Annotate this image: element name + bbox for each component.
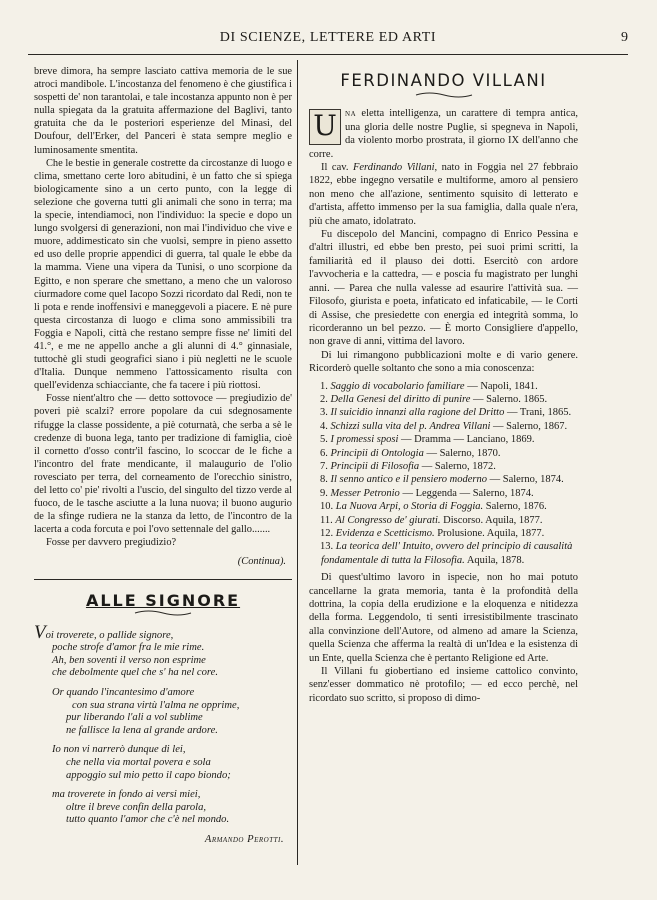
poem-line: pur liberando l'ali a vol sublime	[66, 712, 203, 724]
poem-line: Or quando l'incantesimo d'amore	[52, 687, 195, 699]
poem-line: appoggio sul mio petto il capo biondo;	[66, 769, 231, 781]
poem-stanza	[34, 687, 292, 737]
work-item: 6. Principii di Ontologia — Salerno, 1870.	[320, 447, 501, 459]
poem-line: Voi troverete, o pallide signore,	[34, 621, 174, 643]
obituary-intro	[309, 107, 578, 161]
intro-first-word: na	[345, 108, 357, 120]
article-paragraph: breve dimora, ha sempre lasciato cattiva memoria de le sue atroci mandibole. L'incostanza del fenomeno è che giustifica i sospetti de' non tarantolai, e tale incostanza appunto non è per nulla spiegata da la gratuita affermazione del Baglivi, tanto gratuita che da le posteriori esperienze del Minasi, del Doufour, dell'Erker, del Panceri è stata sempre meglio e luminosamente smentita.	[34, 66, 292, 156]
poem-line: Io non vi narrerò dunque di lei,	[52, 744, 186, 756]
running-title: DI SCIENZE, LETTERE ED ARTI	[219, 30, 437, 45]
poem-title: ALLE SIGNORE	[85, 590, 241, 610]
page-number: 9	[621, 30, 628, 45]
work-item: 5. I promessi sposi — Dramma — Lanciano, 1869.	[320, 434, 535, 446]
work-item: 12. Evidenza e Scetticismo. Prolusione. Aquila, 1877.	[320, 528, 545, 539]
closing-paragraph: Di quest'ultimo lavoro in ispecie, non ho mai potuto cancellarne la grata memoria, tanta è la profondità della dottrina, la copia della erudizione e la eloquenza e nitidezza della forma. Leggendolo, ti senti irresistibilmente trascinato alla convinzione dell'Autore, od almeno ad amare la Scienza, quella Scienza che afferma la realtà di un'Idea e la esistenza di un Ente, quella Scienza che è pertanto Religione ed Arte.	[309, 572, 578, 664]
article-paragraph: Fosse per davvero pregiudizio?	[46, 537, 177, 549]
poem-line: ne fallisce la lena al grande ardore.	[66, 724, 218, 736]
work-item: 10. La Nuova Arpi, o Storia di Foggia. Salerno, 1876.	[320, 501, 547, 513]
poem-line: che debolmente quel che s' ha nel core.	[52, 667, 219, 679]
poem	[34, 621, 292, 847]
article-paragraph: Che le bestie in generale costrette da circostanze di luogo e clima, smettano certe loro abitudini, è un fatto che si spiega biologicamente sino a un certo punto, con la legge di selezione che governa tutti gli animali che sono in terra; ma la specie, intendiamoci, non l'individuo: la specie e dopo un lungo svolgersi di generazioni, non mai l'individuo che vive e muore, addimesticato sin che vuolsi, sempre in pieno assetto ed uso delle proprie appendici di guerra, tal quale le ebbe da la mamma. Viene una vipera da Tunisi, o uno scorpione da Egitto, e non sperare che smettano, a meno che un valoroso ciurmadore come quel Iacopo Sozzi ricordato dal Redi, non te li pota e rende inoffensivi e maneggevoli a piacere. E nè pure questa circostanza di luogo e clima sono ammissibili tra Foggia e Napoli, città che restano sempre fisse ne' limiti del 41.°, e me ne appello anche a gli alunni di 4.° ginnasiale, tuttochè gli studi geografici siano i più negletti ne le scuole d'Italia. Dunque nemmeno l'attossicamento risulta con quell'evidenza schiacciante, che fa tacere i più riottosi.	[34, 157, 292, 392]
flourish-ornament	[133, 609, 193, 617]
works-list	[309, 380, 578, 568]
poem-line: con sua strana virtù l'alma ne opprime,	[72, 699, 240, 711]
intro-text: eletta intelligenza, un carattere di tempra antica, una gloria delle nostre Puglie, si spegneva in Napoli, da violento morbo prostrata, il giorno IX dell'anno che corre.	[309, 108, 578, 160]
header-rule	[28, 54, 628, 55]
poem-line: poche strofe d'amor fra le mie rime.	[52, 642, 205, 654]
column-divider	[297, 60, 298, 865]
work-item: 4. Schizzi sulla vita del p. Andrea Villani — Salerno, 1867.	[320, 420, 568, 432]
poem-line: tutto quanto l'amor che c'è nel mondo.	[66, 814, 230, 826]
continua-note: (Continua).	[237, 556, 286, 568]
drop-cap	[309, 109, 341, 145]
poem-drop-cap: V	[34, 621, 46, 643]
bio-paragraph: Di lui rimangono pubblicazioni molte e di vario genere. Ricorderò quelle soltanto che sono a mia conoscenza:	[309, 349, 578, 375]
work-item: 11. Al Congresso de' giurati. Discorso. Aquila, 1877.	[320, 514, 543, 526]
bio-paragraph: Il cav. Ferdinando Villani, nato in Foggia nel 27 febbraio 1822, ebbe ingegno versatile e multiforme, amoro al pensiero non meno che all'azione, sentimento squisito di letterato e d'artista, affetto immenso per la sua famiglia, dalla quale n'era, più che amato, idolatrato.	[309, 162, 578, 227]
work-item: 7. Principii di Filosofia — Salerno, 1872.	[320, 460, 496, 472]
work-item: 3. Il suicidio innanzi alla ragione del Dritto — Trani, 1865.	[320, 407, 572, 419]
closing-paragraph: Il Villani fu giobertiano ed insieme cattolico convinto, senz'esser dommatico nè protofilo; — ed ecco perchè, nel ricordato suo scritto, si proposo di dimo-	[309, 666, 578, 704]
poem-line: che nella via mortal povera e sola	[66, 757, 211, 768]
poem-line: ma troverete in fondo ai versi miei,	[52, 789, 201, 801]
page-header	[28, 30, 628, 52]
flourish-ornament	[414, 91, 474, 99]
work-item: 9. Messer Petronio — Leggenda — Salerno, 1874.	[320, 487, 534, 499]
article-paragraph: Fosse nient'altro che — detto sottovoce — pregiudizio de' poveri piè scalzi? errore popolare da cui sdegnosamente rifugge la classe possidente, a piè coturnatà, che serba a sè le credenze di buona lega, tanto per tradizione di famiglia, cioè il cornetto d'osso contr'il fascino, lo scoccar de le fiche a l'incontro del frate mendicante, il malaugurio de l'olio rovesciato per terra, del corneamento de l'orecchio sinistro, del letto co' pie' rivolti a l'uscio, del singulto del tizzo verde al fuoco, de le tasche asciutte a la luna nuova; il buono augurio de la sfinge rudiera ne la stanza da letto, de l'incontro de la lacerta a coda forcuta e poi l'ovo settennale del gallo.......	[34, 393, 292, 536]
left-column	[34, 65, 292, 847]
poem-stanza	[34, 789, 292, 827]
poem-stanza	[34, 621, 292, 680]
work-item: 8. Il senno antico e il pensiero moderno — Salerno, 1874.	[320, 474, 564, 486]
poem-author: Armando Perotti.	[204, 833, 284, 845]
work-item: 1. Saggio di vocabolario familiare — Napoli, 1841.	[320, 380, 538, 392]
right-column	[309, 62, 578, 705]
section-rule	[34, 579, 292, 580]
poem-stanza	[34, 744, 292, 782]
obituary-title: FERDINANDO VILLANI	[340, 71, 547, 90]
poem-line: oltre il breve confin della parola,	[66, 801, 207, 813]
work-item: 2. Della Genesi del diritto di punire — Salerno. 1865.	[320, 393, 548, 405]
bio-paragraph: Fu discepolo del Mancini, compagno di Enrico Pessina e d'altri illustri, ed ebbe ben presto, pei suoi primi scritti, la familiarità ed il plauso dei dotti. Esercitò con ardore l'avvocheria e la cattedra, — e poscia fu magistrato per lunghi anni. — Parea che nulla valesse ad esaurire l'attività sua. — Filosofo, giurista e poeta, infaticato ed infaticabile, — le Corti di Assise, che presiedette con energia ed integrità somma, lo ricorderanno un bel pezzo. — È morto Consigliere d'appello, non grave di anni, vittima del lavoro.	[309, 229, 578, 348]
poem-line: Ah, ben soventi il verso non esprime	[52, 654, 206, 666]
drop-cap-letter: U	[313, 109, 337, 143]
work-item: 13. La teorica dell' Intuito, ovvero del principio di causalità fondamentale di tutta la Filosofia. Aquila, 1878.	[320, 541, 573, 566]
